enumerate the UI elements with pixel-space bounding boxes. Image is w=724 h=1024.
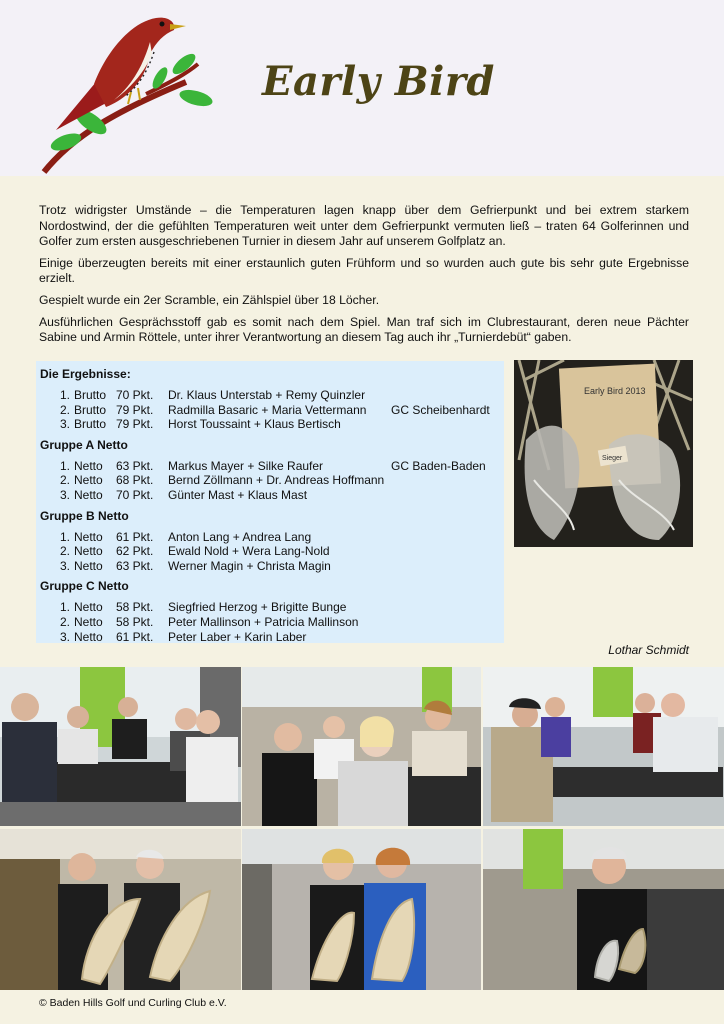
- result-rank: 1.: [59, 458, 70, 473]
- prize-winners-photo-2: [242, 829, 481, 990]
- result-rank: 1.: [59, 600, 70, 615]
- result-rank: 2.: [59, 615, 70, 629]
- result-type: Brutto: [74, 388, 107, 402]
- result-type: Netto: [74, 529, 103, 544]
- result-points: 61 Pkt.: [116, 529, 154, 544]
- result-rank: 1.: [59, 529, 70, 544]
- article-paragraph: Einige überzeugten bereits mit einer erstaunlich guten Frühform und so wurden auch gute bis sehr gute Ergebnisse erzielt.: [39, 255, 689, 286]
- results-group-heading: Gruppe B Netto: [40, 508, 129, 523]
- gift-tag-text: Sieger: [602, 455, 623, 462]
- article-paragraph: Gespielt wurde ein 2er Scramble, ein Zählspiel über 18 Löcher.: [39, 292, 380, 307]
- result-points: 61 Pkt.: [116, 629, 154, 644]
- author-signature: Lothar Schmidt: [608, 643, 689, 657]
- result-rank: 3.: [59, 417, 70, 432]
- footer-copyright: © Baden Hills Golf und Curling Club e.V.: [39, 997, 227, 1009]
- result-points: 63 Pkt.: [116, 458, 154, 473]
- results-group-heading: Gruppe C Netto: [40, 579, 129, 594]
- results-row: [36, 559, 504, 574]
- result-type: Netto: [74, 558, 103, 573]
- prize-winner-photo-3: [483, 829, 724, 990]
- result-rank: 2.: [59, 544, 70, 559]
- result-type: Brutto: [74, 417, 107, 432]
- result-rank: 2.: [59, 473, 70, 488]
- result-type: Netto: [74, 458, 103, 473]
- result-type: Netto: [74, 600, 103, 615]
- results-row: [36, 488, 504, 503]
- result-points: 79 Pkt.: [116, 402, 154, 417]
- result-rank: 3.: [59, 488, 70, 502]
- results-box: [36, 361, 504, 643]
- restaurant-table-photo-3: [483, 667, 724, 826]
- result-rank: 3.: [59, 629, 70, 644]
- results-row: [36, 530, 504, 545]
- result-type: Netto: [74, 544, 103, 559]
- result-names: Peter Mallinson + Patricia Mallinson: [168, 615, 359, 629]
- result-points: 62 Pkt.: [116, 544, 154, 559]
- header-banner: [0, 0, 724, 176]
- result-club: GC Baden-Baden: [391, 458, 486, 473]
- gift-baskets-illustration: [514, 360, 693, 547]
- results-row: [36, 403, 504, 418]
- result-points: 58 Pkt.: [116, 600, 154, 615]
- restaurant-table-photo-2: [242, 667, 481, 826]
- result-names: Radmilla Basaric + Maria Vettermann: [168, 402, 367, 417]
- result-names: Horst Toussaint + Klaus Bertisch: [168, 417, 341, 432]
- prize-gift-photo: [514, 360, 693, 547]
- result-points: 63 Pkt.: [116, 558, 154, 573]
- result-points: 70 Pkt.: [116, 388, 154, 402]
- result-type: Netto: [74, 629, 103, 644]
- result-points: 68 Pkt.: [116, 473, 154, 488]
- result-names: Werner Magin + Christa Magin: [168, 558, 331, 573]
- result-points: 58 Pkt.: [116, 615, 154, 629]
- result-names: Peter Laber + Karin Laber: [168, 629, 307, 644]
- result-names: Günter Mast + Klaus Mast: [168, 488, 308, 502]
- result-type: Netto: [74, 473, 103, 488]
- results-row: [36, 630, 504, 645]
- bird-on-branch-icon: [36, 12, 218, 177]
- article-paragraph: Ausführlichen Gesprächsstoff gab es somit nach dem Spiel. Man traf sich im Clubrestaurant, deren neue Pächter Sabine und Armin Röttele, unter ihrer Verantwortung an diesem Tag auch ihr „Turnierdebüt“ gaben.: [39, 314, 689, 345]
- result-type: Netto: [74, 488, 103, 502]
- result-names: Ewald Nold + Wera Lang-Nold: [168, 544, 330, 559]
- article-paragraph: Trotz widrigster Umstände – die Temperaturen lagen knapp über dem Gefrierpunkt und bei extrem starkem Nordostwind, der die gefühlten Temperaturen weit unter dem Gefrierpunkt vermuten ließ – traten 64 Golferinnen und Golfer zum ersten ausgeschriebenen Turnier in diesem Jahr auf unserem Golfplatz an.: [39, 203, 689, 249]
- result-rank: 1.: [59, 388, 70, 402]
- result-names: Siegfried Herzog + Brigitte Bunge: [168, 600, 347, 615]
- result-club: GC Scheibenhardt: [391, 402, 490, 417]
- results-row: [36, 600, 504, 615]
- result-names: Markus Mayer + Silke Raufer: [168, 458, 324, 473]
- results-row: [36, 388, 504, 403]
- results-row: [36, 544, 504, 559]
- results-row: [36, 615, 504, 630]
- gift-card-text: Early Bird 2013: [584, 386, 646, 396]
- results-row: [36, 459, 504, 474]
- results-group-heading: Gruppe A Netto: [40, 437, 128, 452]
- prize-winners-photo-1: [0, 829, 241, 990]
- result-type: Brutto: [74, 402, 107, 417]
- result-names: Dr. Klaus Unterstab + Remy Quinzler: [168, 388, 366, 402]
- result-points: 79 Pkt.: [116, 417, 154, 432]
- results-row: [36, 417, 504, 432]
- article-body: [39, 203, 689, 352]
- result-names: Bernd Zöllmann + Dr. Andreas Hoffmann: [168, 473, 385, 488]
- result-names: Anton Lang + Andrea Lang: [168, 529, 312, 544]
- result-rank: 2.: [59, 402, 70, 417]
- results-group-heading: Die Ergebnisse:: [40, 367, 131, 381]
- result-rank: 3.: [59, 558, 70, 573]
- result-type: Netto: [74, 615, 103, 629]
- page-title: Early Bird: [262, 58, 495, 105]
- restaurant-table-photo-1: [0, 667, 241, 826]
- results-row: [36, 473, 504, 488]
- result-points: 70 Pkt.: [116, 488, 154, 502]
